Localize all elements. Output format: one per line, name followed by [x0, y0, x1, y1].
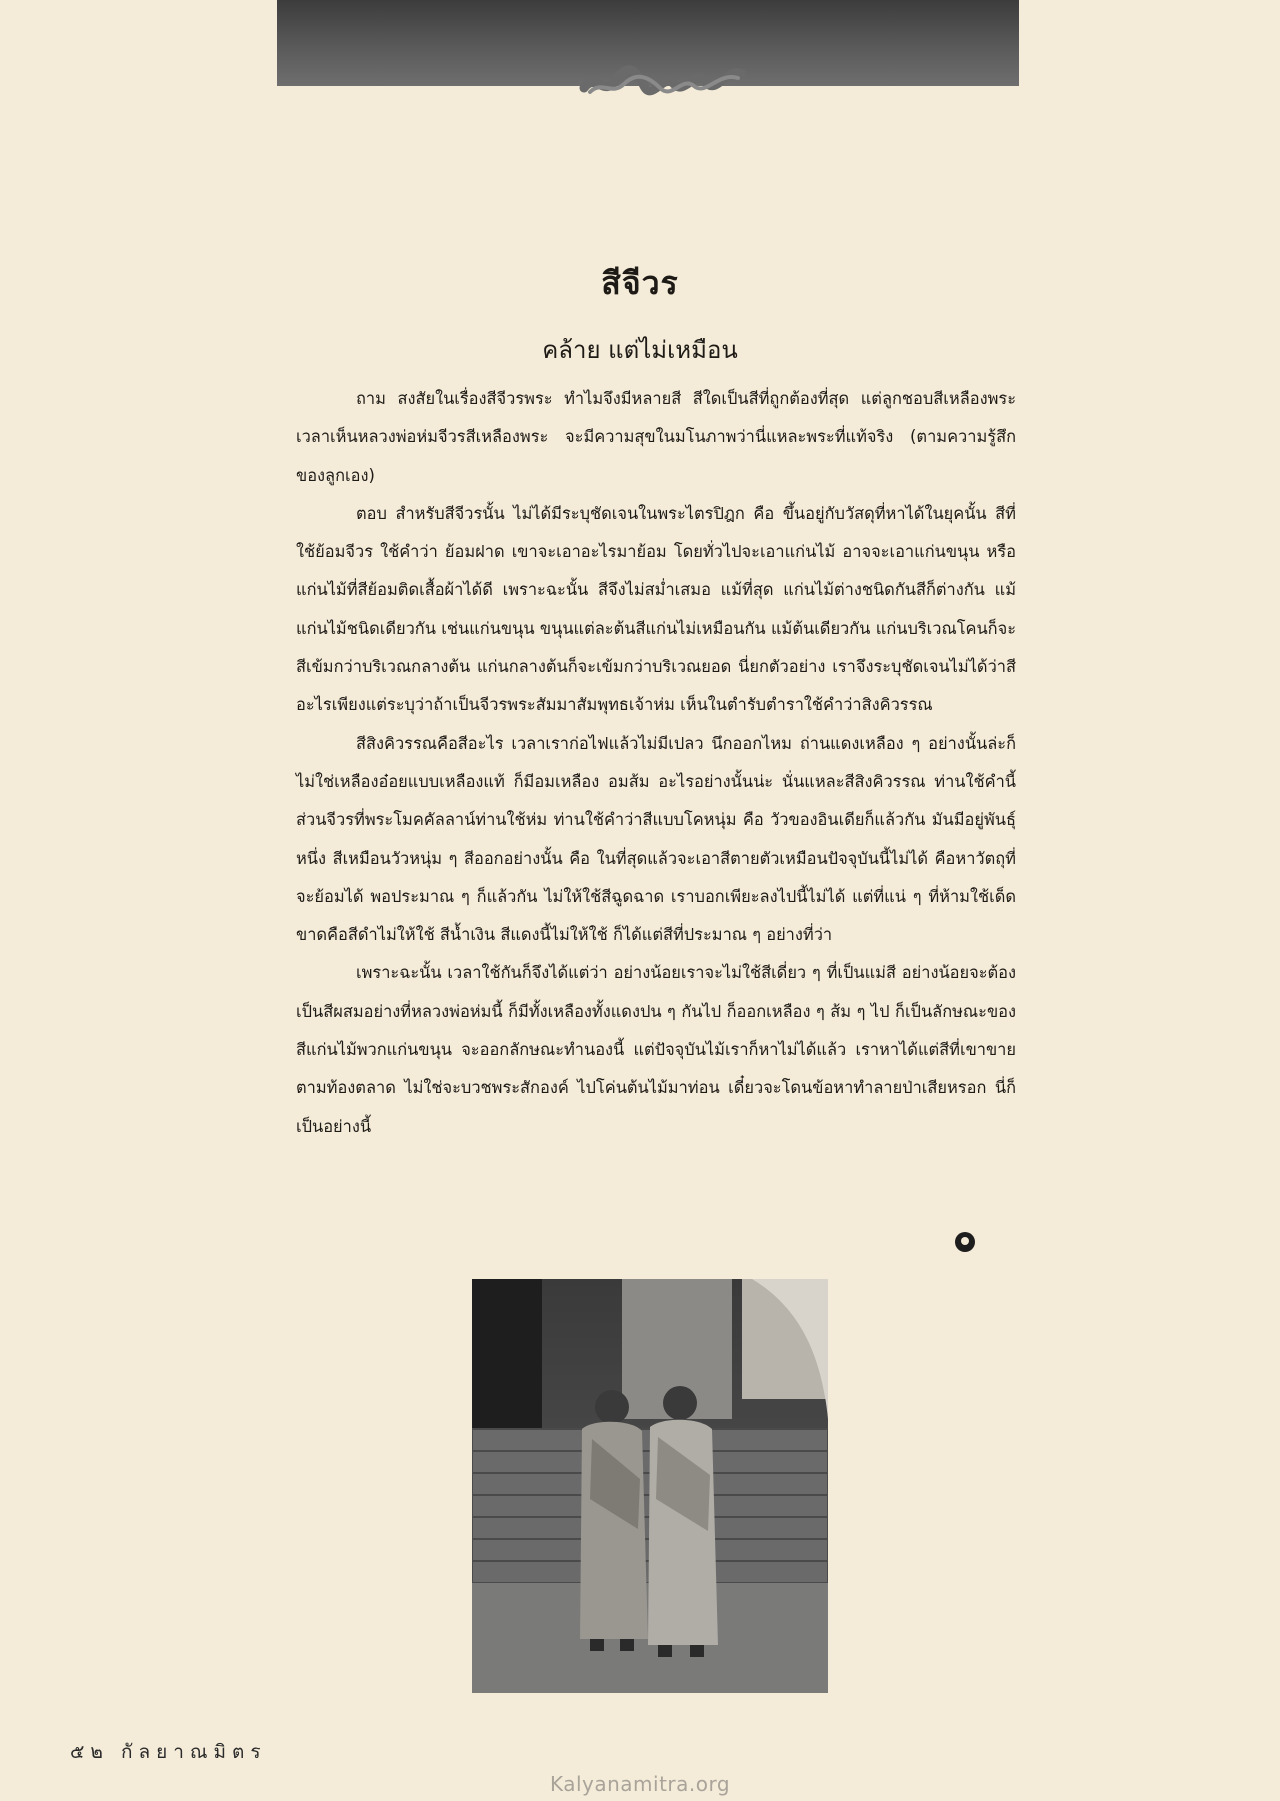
body-paragraph: เพราะฉะนั้น เวลาใช้กันก็จึงได้แต่ว่า อย่างน้อยเราจะไม่ใช้สีเดี่ยว ๆ ที่เป็นแม่สี อย่างน้อยจะต้องเป็นสีผสมอย่างที่หลวงพ่อห่มนี้ ก็มีทั้งเหลืองทั้งแดงปน ๆ กันไป ก็ออกเหลือง ๆ ส้ม ๆ ไป ก็เป็นลักษณะของสีแก่นไม้พวกแก่นขนุน จะออกลักษณะทำนองนี้ แต่ปัจจุบันไม้เราก็หาไม่ได้แล้ว เราหาได้แต่สีที่เขาขายตามท้องตลาด ไม่ใช่จะบวชพระสักองค์ ไปโค่นต้นไม้มาท่อน เดี๋ยวจะโดนข้อหาทำลายป่าเสียหรอก นี่ก็เป็นอย่างนี้: [296, 963, 1016, 1136]
body-paragraph: สีสิงคิวรรณคือสีอะไร เวลาเราก่อไฟแล้วไม่มีเปลว นึกออกไหม ถ่านแดงเหลือง ๆ อย่างนั้นล่ะก็ ไม่ใช่เหลืองอ๋อยแบบเหลืองแท้ ก็มีอมเหลือง อมส้ม อะไรอย่างนั้นน่ะ นั่นแหละสีสิงคิวรรณ ท่านใช้คำนี้ ส่วนจีวรที่พระโมคคัลลาน์ท่านใช้ห่ม ท่านใช้คำว่าสีแบบโคหนุ่ม คือ วัวของอินเดียก็แล้วกัน มันมีอยู่พันธุ์หนึ่ง สีเหมือนวัวหนุ่ม ๆ สีออกอย่างนั้น คือ ในที่สุดแล้วจะเอาสีตายตัวเหมือนปัจจุบันนี้ไม่ได้ คือหาวัตถุที่จะย้อมได้ พอประมาณ ๆ ก็แล้วกัน ไม่ให้ใช้สีฉูดฉาด เราบอกเพียะลงไปนี้ไม่ได้ แต่ที่แน่ ๆ ที่ห้ามใช้เด็ดขาดคือสีดำไม่ให้ใช้ สีน้ำเงิน สีแดงนี้ไม่ให้ใช้ ก็ได้แต่สีที่ประมาณ ๆ อย่างที่ว่า: [296, 733, 1016, 945]
article-title: สีจีวร: [601, 264, 679, 302]
article-end-dot-icon: [955, 1232, 975, 1252]
question-paragraph: ถาม สงสัยในเรื่องสีจีวรพระ ทำไมจึงมีหลายสี สีใดเป็นสีที่ถูกต้องที่สุด แต่ลูกชอบสีเหลืองพระ เวลาเห็นหลวงพ่อห่มจีวรสีเหลืองพระ จะมีความสุขในมโนภาพว่านี่แหละพระที่แท้จริง (ตามความรู้สึกของลูกเอง): [296, 389, 1016, 485]
answer-paragraph: ตอบ สำหรับสีจีวรนั้น ไม่ได้มีระบุชัดเจนในพระไตรปิฎก คือ ขึ้นอยู่กับวัสดุที่หาได้ในยุคนั้น สีที่ใช้ย้อมจีวร ใช้คำว่า ย้อมฝาด เขาจะเอาอะไรมาย้อม โดยทั่วไปจะเอาแก่นไม้ อาจจะเอาแก่นขนุน หรือแก่นไม้ที่สีย้อมติดเสื้อผ้าได้ดี เพราะฉะนั้น สีจึงไม่สม่ำเสมอ แม้ที่สุด แก่นไม้ต่างชนิดกันสีก็ต่างกัน แม้แก่นไม้ชนิดเดียวกัน เช่นแก่นขนุน ขนุนแต่ละต้นสีแก่นไม่เหมือนกัน แม้ต้นเดียวกัน แก่นบริเวณโคนก็จะสีเข้มกว่าบริเวณกลางต้น แก่นกลางต้นก็จะเข้มกว่าบริเวณยอด นี่ยกตัวอย่าง เราจึงระบุชัดเจนไม่ได้ว่าสีอะไรเพียงแต่ระบุว่าถ้าเป็นจีวรพระสัมมาสัมพุทธเจ้าห่ม เห็นในตำรับตำราใช้คำว่าสิงคิวรรณ: [296, 503, 1016, 715]
monks-photograph: [472, 1279, 828, 1693]
brush-scribble-icon: [578, 58, 748, 104]
article-body: [296, 380, 1016, 1146]
page-folio: ๕๒ กัลยาณมิตร: [70, 1741, 267, 1763]
article-subtitle: คล้าย แต่ไม่เหมือน: [542, 336, 738, 364]
site-watermark: Kalyanamitra.org: [549, 1772, 731, 1796]
